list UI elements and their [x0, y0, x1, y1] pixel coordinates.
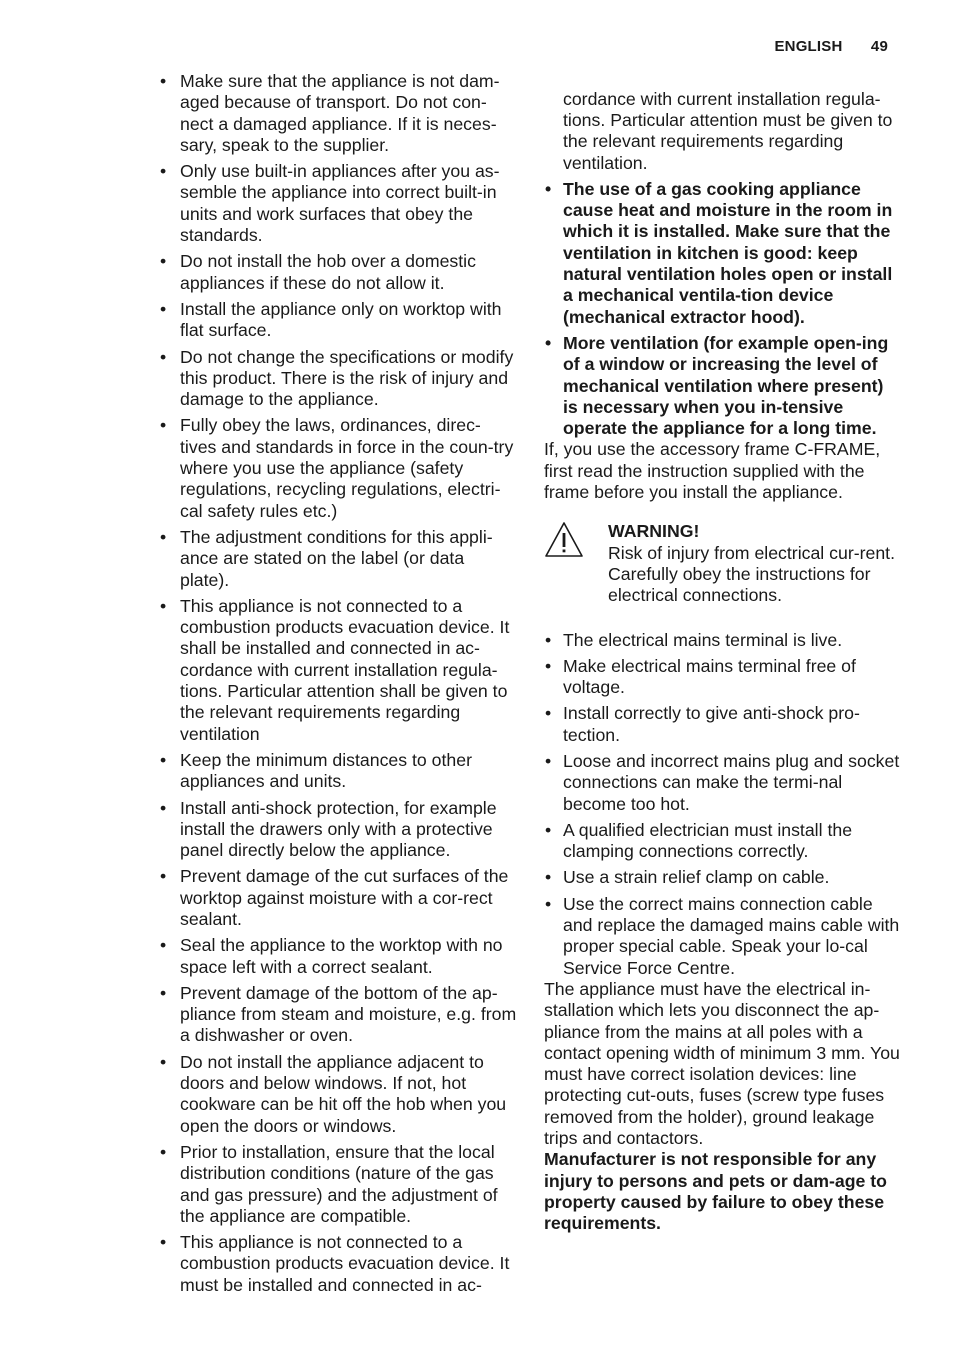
ventilation-bullet-list	[544, 179, 900, 440]
list-item: • More ventilation (for example open-ing of a window or increasing the level of mechanical ventilation where present) is necessary when you in-tensive operate the appliance for a long time.	[544, 333, 900, 439]
list-item: • Do not change the specifications or modify this product. There is the risk of injury and damage to the appliance.	[159, 347, 517, 411]
list-item: • Seal the appliance to the worktop with no space left with a correct sealant.	[159, 935, 517, 978]
list-item: • Prior to installation, ensure that the local distribution conditions (nature of the gas and gas pressure) and the adjustment of the appliance are compatible.	[159, 1142, 517, 1227]
list-item: • Install anti-shock protection, for example install the drawers only with a protective panel directly below the appliance.	[159, 798, 517, 862]
list-item: • Only use built-in appliances after you as-semble the appliance into correct built-in units and work surfaces that obey the standards.	[159, 161, 517, 246]
list-item: • Prevent damage of the cut surfaces of the worktop against moisture with a cor-rect sealant.	[159, 866, 517, 930]
electrical-bullet-list	[544, 630, 900, 979]
warning-box	[544, 521, 900, 606]
page-number: 49	[870, 38, 888, 55]
list-item: • Make electrical mains terminal free of voltage.	[544, 656, 900, 699]
installation-bullet-list	[159, 71, 517, 1296]
warning-triangle-icon	[544, 521, 584, 559]
list-item: • Install correctly to give anti-shock pro-tection.	[544, 703, 900, 746]
list-item: • The use of a gas cooking appliance cause heat and moisture in the room in which it is installed. Make sure that the ventilation in kitchen is good: keep natural ventilation holes open or install a mechanical ventila-tion device (mechanical extractor hood).	[544, 179, 900, 328]
list-item: • Fully obey the laws, ordinances, direc-tives and standards in force in the coun-try where you use the appliance (safety regulations, recycling regulations, electri-cal safety rules etc.)	[159, 415, 517, 521]
list-item: • Do not install the appliance adjacent to doors and below windows. If not, hot cookware can be hit off the hob when you open the doors or windows.	[159, 1052, 517, 1137]
list-item: • Loose and incorrect mains plug and socket connections can make the termi-nal become too hot.	[544, 751, 900, 815]
list-item: • Install the appliance only on worktop with flat surface.	[159, 299, 517, 342]
cframe-paragraph: If, you use the accessory frame C-FRAME, first read the instruction supplied with the frame before you install the appliance.	[544, 439, 881, 503]
list-item: • Prevent damage of the bottom of the ap-pliance from steam and moisture, e.g. from a dishwasher or oven.	[159, 983, 517, 1047]
right-column	[544, 71, 900, 1235]
list-item: • Use the correct mains connection cable and replace the damaged mains cable with proper special cable. Speak your lo-cal Service Force Centre.	[544, 894, 900, 979]
list-item: • Keep the minimum distances to other appliances and units.	[159, 750, 517, 793]
list-item: • This appliance is not connected to a combustion products evacuation device. It shall be installed and connected in ac-cordance with current installation regula-tions. Particular attention shall be given to the relevant requirements regarding ventilation	[159, 596, 517, 745]
left-column	[159, 71, 517, 1301]
language-label: ENGLISH	[774, 38, 843, 55]
list-item: • A qualified electrician must install the clamping connections correctly.	[544, 820, 900, 863]
warning-title: WARNING!	[608, 521, 700, 542]
list-item: • This appliance is not connected to a combustion products evacuation device. It must be installed and connected in ac-	[159, 1232, 517, 1296]
list-item: • The electrical mains terminal is live.	[544, 630, 900, 651]
continued-list-item: cordance with current installation regula-tions. Particular attention must be given to the relevant requirements regarding ventilation.	[563, 88, 893, 173]
disclaimer-paragraph: Manufacturer is not responsible for any injury to persons and pets or dam-age to property caused by failure to obey these requirements.	[544, 1149, 887, 1234]
list-item: • Make sure that the appliance is not dam-aged because of transport. Do not con-nect a damaged appliance. If it is neces-sary, speak to the supplier.	[159, 71, 517, 156]
list-item: • The adjustment conditions for this appli-ance are stated on the label (or data plate).	[159, 527, 517, 591]
page-header	[750, 38, 888, 55]
list-item: • Do not install the hob over a domestic appliances if these do not allow it.	[159, 251, 517, 294]
list-item: • Use a strain relief clamp on cable.	[544, 867, 900, 888]
warning-text: Risk of injury from electrical cur-rent. Carefully obey the instructions for electrical connections.	[608, 542, 895, 606]
isolation-paragraph: The appliance must have the electrical in-stallation which lets you disconnect the ap-pliance from the mains at all poles with a contact opening width of minimum 3 mm. You must have correct isolation devices: line protecting cut-outs, fuses (screw type fuses removed from the holder), ground leakage trips and contactors.	[544, 978, 900, 1149]
